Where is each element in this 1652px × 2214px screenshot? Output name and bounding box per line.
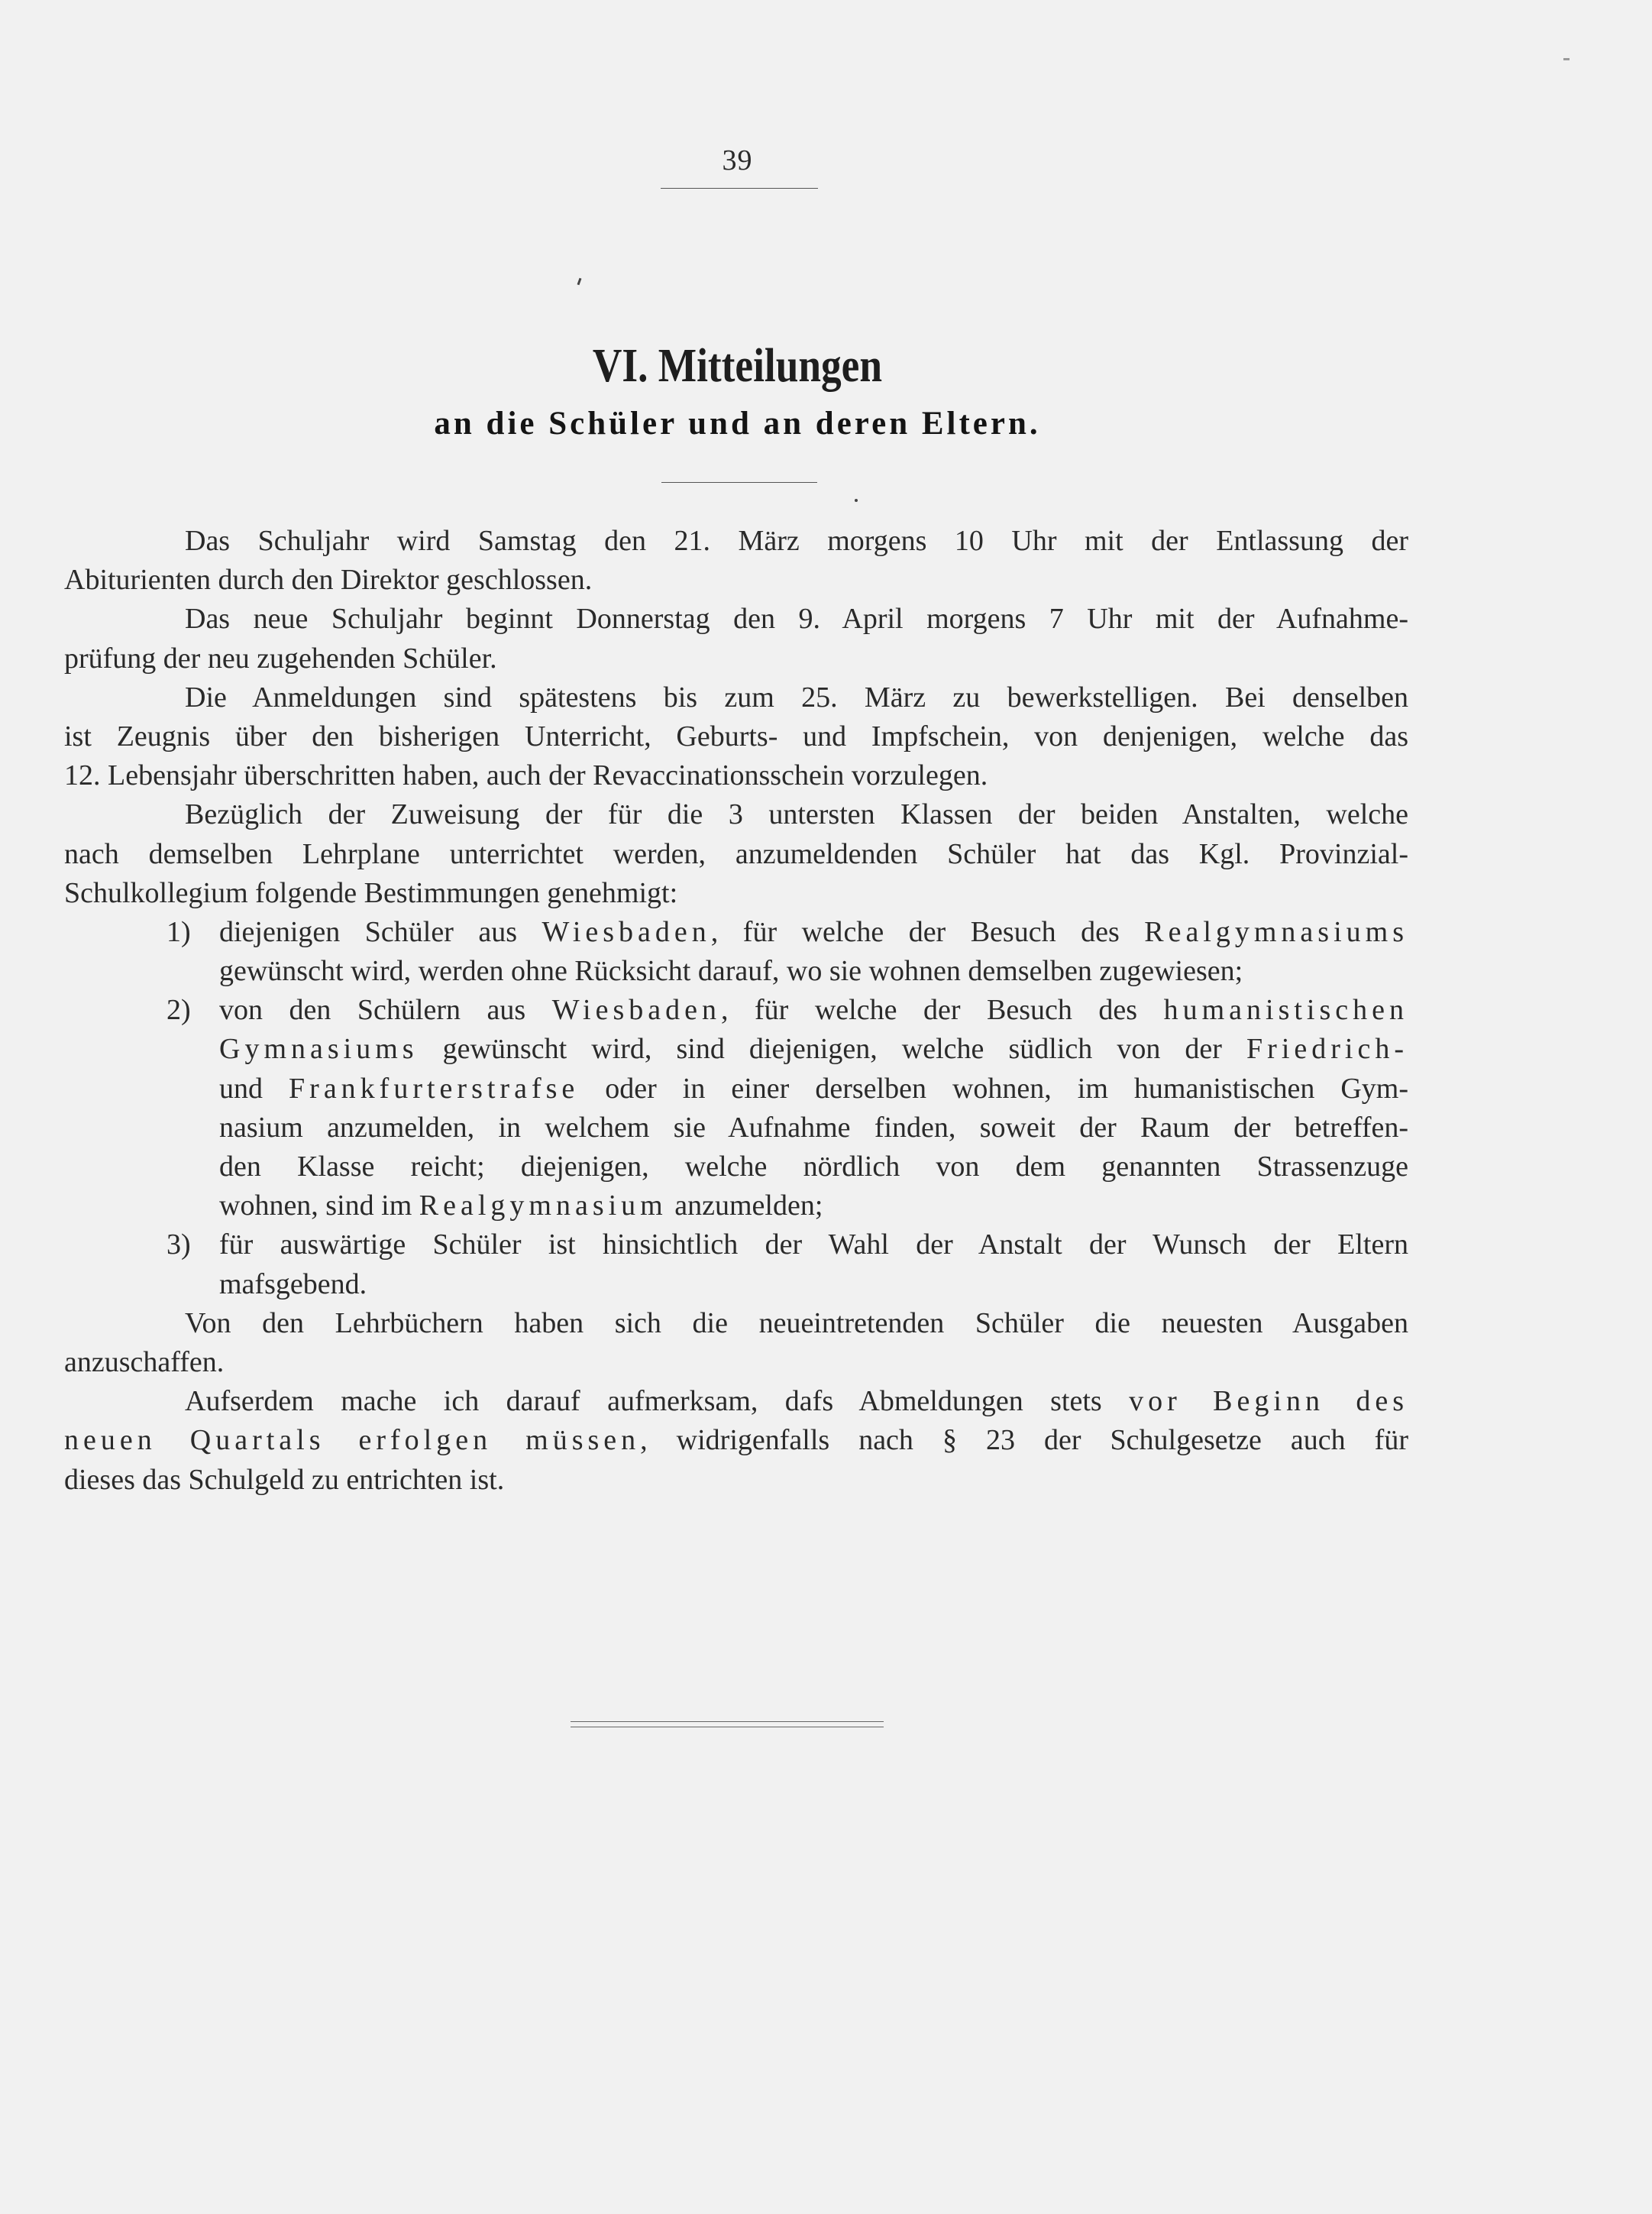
list-item-number: 2) bbox=[166, 994, 191, 1027]
spaced-text: humanistischen bbox=[1163, 994, 1408, 1027]
paragraph-line: prüfung der neu zugehenden Schüler. bbox=[64, 642, 497, 675]
paragraph-line: Das Schuljahr wird Samstag den 21. März morgens 10 Uhr mit der Entlassung der bbox=[185, 525, 1408, 557]
spaced-text: Realgymnasiums bbox=[1144, 915, 1408, 948]
text-run: , für welche der Besuch des bbox=[721, 994, 1164, 1027]
spaced-text: Gymnasiums bbox=[219, 1033, 419, 1066]
spaced-text: Wiesbaden bbox=[551, 994, 721, 1027]
spaced-text: vor Beginn des bbox=[1129, 1385, 1409, 1418]
list-item-line bbox=[64, 1030, 1408, 1069]
paragraph-line: Von den Lehrbüchern haben sich die neueintretenden Schüler die neuesten Ausgaben bbox=[185, 1306, 1408, 1339]
list-item-line bbox=[64, 913, 1408, 952]
text-run: wohnen, sind im bbox=[219, 1190, 419, 1222]
title-rule bbox=[661, 482, 817, 483]
paragraph-line: Bezüglich der Zuweisung der für die 3 untersten Klassen der beiden Anstalten, welche bbox=[185, 798, 1408, 831]
list-item-line bbox=[64, 991, 1408, 1030]
list-item-line: mafsgebend. bbox=[219, 1267, 367, 1300]
section-subtitle: an die Schüler und an deren Eltern. bbox=[434, 406, 1041, 442]
list-item-line: nasium anzumelden, in welchem sie Aufnahme finden, soweit der Raum der betreffen- bbox=[219, 1111, 1408, 1144]
section-title: VI. Mitteilungen bbox=[592, 340, 883, 392]
text-run: , für welche der Besuch des bbox=[710, 915, 1145, 948]
scan-speck bbox=[577, 278, 582, 285]
list-item-line: den Klasse reicht; diejenigen, welche nördlich von dem genannten Strassenzuge bbox=[219, 1151, 1408, 1183]
text-run: gewünscht wird, sind diejenigen, welche südlich von der bbox=[418, 1033, 1247, 1066]
spaced-text: Frankfurterstrafse bbox=[289, 1072, 580, 1105]
scan-speck bbox=[1563, 58, 1570, 60]
text-run: Aufserdem mache ich darauf aufmerksam, dafs Abmeldungen stets bbox=[185, 1385, 1130, 1418]
page-number: 39 bbox=[722, 144, 753, 176]
list-item-line: gewünscht wird, werden ohne Rücksicht darauf, wo sie wohnen demselben zugewiesen; bbox=[219, 955, 1243, 988]
paragraph-line bbox=[64, 1421, 1408, 1460]
paragraph-line: Die Anmeldungen sind spätestens bis zum 25. März zu bewerkstelligen. Bei denselben bbox=[185, 681, 1408, 714]
paragraph-line: nach demselben Lehrplane unterrichtet werden, anzumeldenden Schüler hat das Kgl. Provinzial- bbox=[64, 837, 1408, 870]
paragraph-line bbox=[64, 1382, 1408, 1421]
spaced-text: Friedrich- bbox=[1246, 1033, 1408, 1066]
paragraph-line: Schulkollegium folgende Bestimmungen genehmigt: bbox=[64, 876, 678, 909]
spaced-text: Realgymnasium bbox=[419, 1190, 668, 1222]
text-run: anzumelden; bbox=[667, 1190, 823, 1222]
paragraph-line: anzuschaffen. bbox=[64, 1345, 225, 1378]
list-item-line bbox=[64, 1070, 1408, 1109]
paragraph-line: Abiturienten durch den Direktor geschlossen. bbox=[64, 564, 593, 597]
paragraph-line: ist Zeugnis über den bisherigen Unterricht, Geburts- und Impfschein, von denjenigen, welche das bbox=[64, 720, 1408, 753]
text-run: , widrigenfalls nach § 23 der Schulgesetze auch für bbox=[640, 1424, 1408, 1457]
body-text bbox=[64, 522, 1408, 1500]
paragraph-line: dieses das Schulgeld zu entrichten ist. bbox=[64, 1463, 505, 1496]
paragraph-line: 12. Lebensjahr überschritten haben, auch der Revaccinationsschein vorzulegen. bbox=[64, 759, 988, 792]
end-rule bbox=[571, 1721, 884, 1722]
list-item-number: 3) bbox=[166, 1228, 191, 1261]
paragraph-line: Das neue Schuljahr beginnt Donnerstag den 9. April morgens 7 Uhr mit der Aufnahme- bbox=[185, 603, 1408, 636]
list-item-line bbox=[64, 1186, 1408, 1225]
text-run: von den Schülern aus bbox=[219, 994, 552, 1027]
text-run: oder in einer derselben wohnen, im humanistischen Gym- bbox=[579, 1072, 1409, 1105]
scan-speck bbox=[855, 499, 858, 502]
text-run: für auswärtige Schüler ist hinsichtlich der Wahl der Anstalt der Wunsch der Eltern bbox=[219, 1228, 1408, 1261]
spaced-text: neuen Quartals erfolgen müssen bbox=[64, 1424, 641, 1457]
text-run: und bbox=[219, 1072, 289, 1105]
page-number-rule bbox=[661, 188, 818, 189]
list-item-number: 1) bbox=[166, 915, 191, 948]
list-item-line bbox=[64, 1225, 1408, 1264]
spaced-text: Wiesbaden bbox=[542, 915, 711, 948]
text-run: diejenigen Schüler aus bbox=[219, 915, 542, 948]
